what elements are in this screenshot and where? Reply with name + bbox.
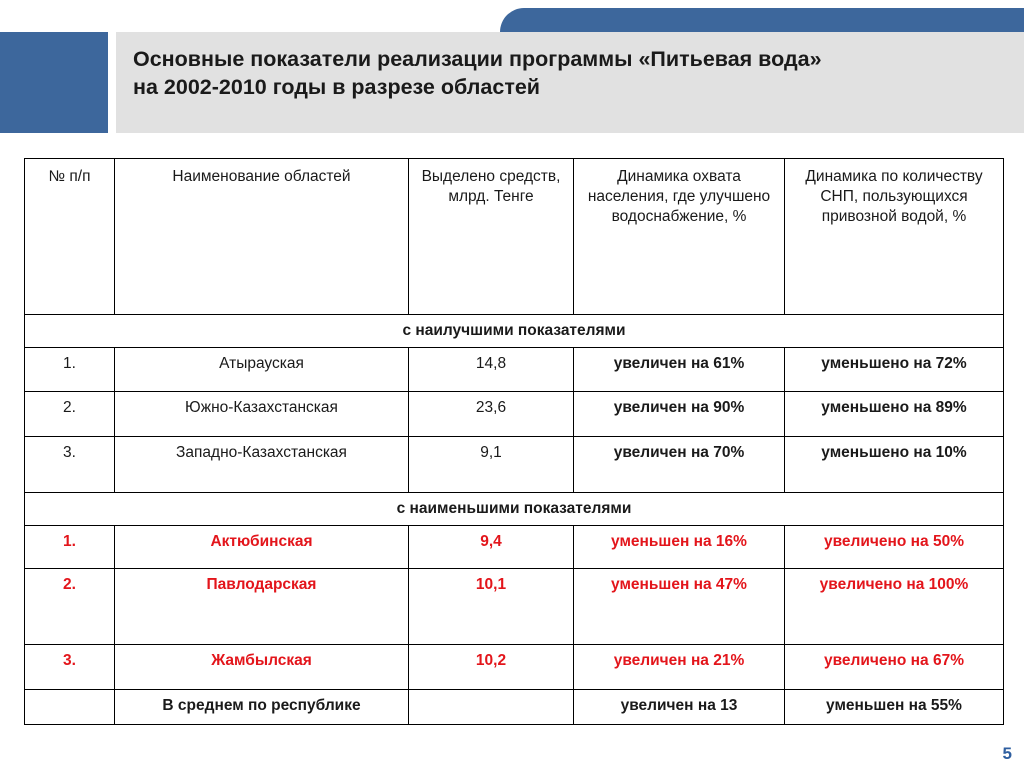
section-row-worst xyxy=(25,493,1004,526)
row-number: 2. xyxy=(25,569,115,645)
header-cell-number: № п/п xyxy=(25,159,115,315)
region-name: Атырауская xyxy=(115,348,409,392)
summary-snp: уменьшен на 55% xyxy=(785,690,1004,725)
funds-value: 14,8 xyxy=(409,348,574,392)
snp-dynamics: увеличено на 67% xyxy=(785,645,1004,690)
section-row-best xyxy=(25,315,1004,348)
header-cell-snp: Динамика по количеству СНП, пользующихся привозной водой, % xyxy=(785,159,1004,315)
table-row xyxy=(25,645,1004,690)
header-cell-region: Наименование областей xyxy=(115,159,409,315)
snp-dynamics: уменьшено на 10% xyxy=(785,437,1004,493)
indicators-table xyxy=(24,158,1004,725)
row-number: 1. xyxy=(25,348,115,392)
snp-dynamics: уменьшено на 72% xyxy=(785,348,1004,392)
coverage-dynamics: увеличен на 21% xyxy=(574,645,785,690)
slide-title-line-1: Основные показатели реализации программы «Питьевая вода» xyxy=(133,47,822,71)
table-row xyxy=(25,348,1004,392)
summary-row xyxy=(25,690,1004,725)
coverage-dynamics: увеличен на 61% xyxy=(574,348,785,392)
funds-value: 10,1 xyxy=(409,569,574,645)
row-number: 1. xyxy=(25,526,115,569)
region-name: Жамбылская xyxy=(115,645,409,690)
funds-value: 9,4 xyxy=(409,526,574,569)
coverage-dynamics: увеличен на 70% xyxy=(574,437,785,493)
region-name: Актюбинская xyxy=(115,526,409,569)
snp-dynamics: увеличено на 50% xyxy=(785,526,1004,569)
table-header-row xyxy=(25,159,1004,315)
funds-value: 10,2 xyxy=(409,645,574,690)
section-label-worst: с наименьшими показателями xyxy=(25,493,1004,526)
header-accent-block xyxy=(0,32,108,133)
row-number: 3. xyxy=(25,645,115,690)
header-cell-coverage: Динамика охвата населения, где улучшено водоснабжение, % xyxy=(574,159,785,315)
summary-number xyxy=(25,690,115,725)
funds-value: 9,1 xyxy=(409,437,574,493)
funds-value: 23,6 xyxy=(409,392,574,437)
snp-dynamics: увеличено на 100% xyxy=(785,569,1004,645)
table-row xyxy=(25,437,1004,493)
coverage-dynamics: уменьшен на 16% xyxy=(574,526,785,569)
region-name: Западно-Казахстанская xyxy=(115,437,409,493)
coverage-dynamics: уменьшен на 47% xyxy=(574,569,785,645)
summary-funds xyxy=(409,690,574,725)
region-name: Южно-Казахстанская xyxy=(115,392,409,437)
section-label-best: с наилучшими показателями xyxy=(25,315,1004,348)
row-number: 2. xyxy=(25,392,115,437)
table-row xyxy=(25,392,1004,437)
slide-title-line-2: на 2002-2010 годы в разрезе областей xyxy=(133,75,541,99)
header-tab-decoration xyxy=(500,8,1024,34)
table-row xyxy=(25,569,1004,645)
snp-dynamics: уменьшено на 89% xyxy=(785,392,1004,437)
table-row xyxy=(25,526,1004,569)
summary-coverage: увеличен на 13 xyxy=(574,690,785,725)
region-name: Павлодарская xyxy=(115,569,409,645)
row-number: 3. xyxy=(25,437,115,493)
slide-title xyxy=(133,45,1013,101)
page-number: 5 xyxy=(1002,744,1012,763)
summary-label: В среднем по республике xyxy=(115,690,409,725)
coverage-dynamics: увеличен на 90% xyxy=(574,392,785,437)
header-cell-funds: Выделено средств, млрд. Тенге xyxy=(409,159,574,315)
